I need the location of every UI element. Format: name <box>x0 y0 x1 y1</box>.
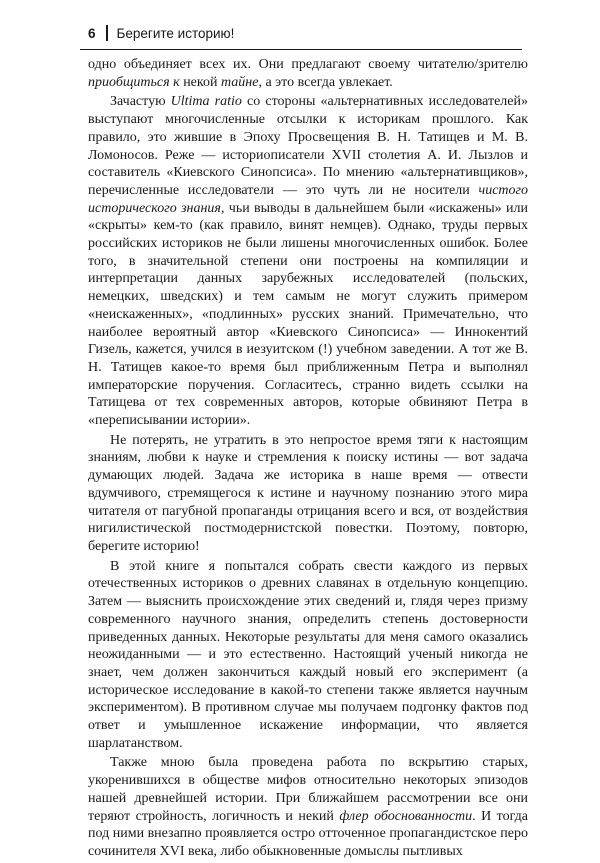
text-run: некой <box>179 74 221 90</box>
text-run-italic: флер обоснованности <box>339 808 473 824</box>
paragraph <box>88 93 528 429</box>
text-run-italic: тайне <box>220 74 259 90</box>
text-run: . И тогда под ними внезапно проявляется остро отточенное пропагандистское перо сочинителя XVI века, либо обыкновенные домыслы пытливых <box>88 808 528 859</box>
header-separator <box>106 25 108 41</box>
text-run: Зачастую <box>110 94 171 110</box>
text-run: , а это всегда увлекает. <box>258 74 393 90</box>
text-run: В этой книге я попытался собрать свести каждого из первых отечественных историков о древних славянах в отдельную концепцию. Затем — выяснить происхождение этих сведений и, глядя через призму современного научного знания, определить степень достоверности приведенных данных. Некоторые результаты для меня самого оказались неожиданными — и это естественно. Настоящий ученый никогда не знает, чем должен закончиться каждый новый его эксперимент (а историческое исследование в какой-то степени также является научным экспериментом). В противном случае мы получаем подгонку фактов под ответ и умышленное искажение информации, что является шарлатанством. <box>88 558 528 751</box>
text-run-italic: Ultima ratio <box>170 94 242 110</box>
paragraph <box>88 754 528 860</box>
paragraph <box>88 56 528 91</box>
text-run-italic: приобщиться к <box>88 74 180 90</box>
text-run: со стороны «альтернативных исследователей» выступают многочисленные отсылки к историкам прошлого. Как правило, это жившие в Эпоху Просвещения В. Н. Татищев и М. В. Ломоносов. Реже — историописатели XVII столетия А. И. Лызлов и составитель «Киевского Синопсиса». По мнению «альтернативщиков», перечисленные исследователи — это чуть ли не носители <box>88 94 528 198</box>
text-run: одно объединяет всех их. Они предлагают своему читателю/зрителю <box>88 57 528 72</box>
text-run: Также мною была проведена работа по вскрытию старых, укоренившихся в обществе мифов относительно некоторых эпизодов нашей древнейшей истории. При ближайшем рассмотрении все они теряют стройность, логичность и некий <box>88 755 528 824</box>
paragraph <box>88 432 528 556</box>
text-run: Не потерять, не утратить в это непростое время тяги к настоящим знаниям, любви к науке и стремления к поиску истины — вот задача думающих людей. Задача же историка в наше время — отвести вдумчивого, стремящегося к истине и научному познанию этого мира читателя от пагубной пропаганды отрицания всего и вся, от воздействия нигилистической постмодернистской повестки. Поэтому, повторю, берегите историю! <box>88 432 528 554</box>
text-run: , чьи выводы в дальнейшем были «искажены» или «скрыты» кем-то (как правило, винят немцев). Однако, труды первых российских историков не были лишены многочисленных ошибок. Более того, в значительной степени они построены на компиляции и интерпретации данных зарубежных исследователей (польских, немецких, шведских) и тем самым не могут служить примером «неискаженных», «подлинных» русских знаний. Примечательно, что наиболее вероятный автор «Киевского Синопсиса» — Иннокентий Гизель, кажется, учился в иезуитском (!) учебном заведении. А тот же В. Н. Татищев какое-то время был приближенным Петра и выполнял императорские поручения. Согласитесь, странно видеть ссылки на Татищева от тех современных авторов, которые обвиняют Петра в «переписывании истории». <box>88 200 528 429</box>
paragraph <box>88 558 528 753</box>
body-text <box>88 56 528 863</box>
text-run-italic: чистого исторического знания <box>88 182 528 216</box>
running-header <box>88 20 234 46</box>
header-rule <box>80 49 522 50</box>
running-title: Берегите историю! <box>116 25 235 41</box>
page-number: 6 <box>88 25 96 41</box>
